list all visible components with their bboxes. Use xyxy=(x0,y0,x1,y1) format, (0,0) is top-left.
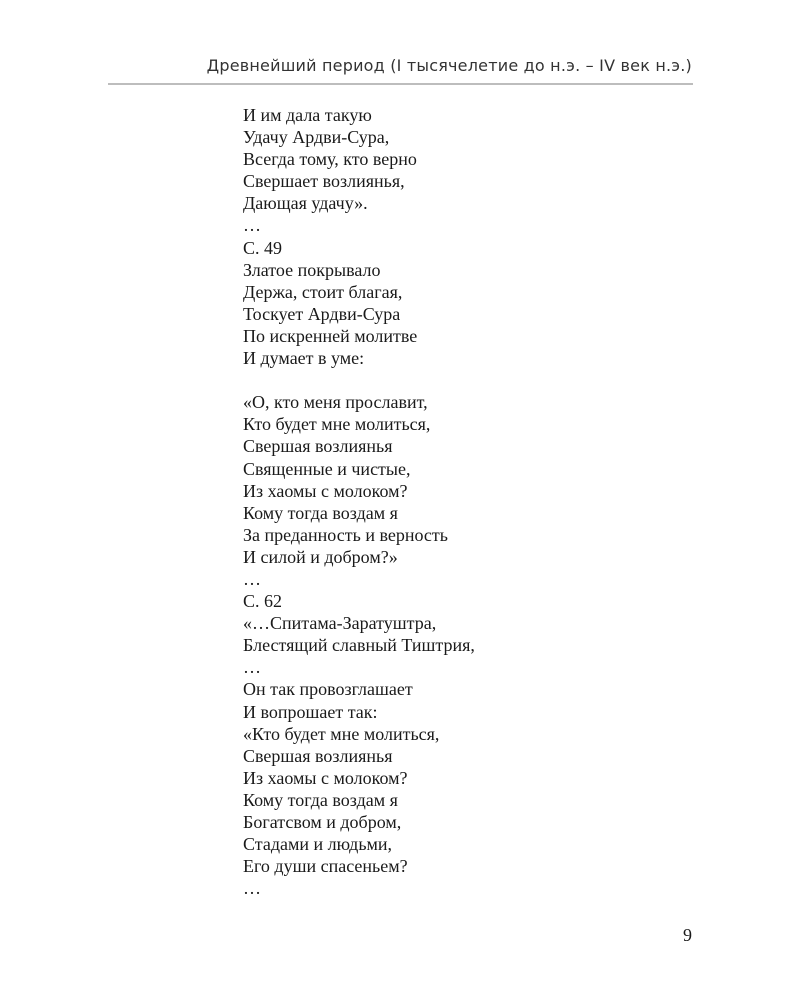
poem-line: И силой и добром?» xyxy=(243,546,398,567)
poem-line: Держа, стоит благая, xyxy=(243,281,403,302)
poem-line: И им дала такую xyxy=(243,105,372,125)
poem-line: Блестящий славный Тиштрия, xyxy=(243,635,475,656)
running-header: Древнейший период (I тысячелетие до н.э. – IV век н.э.) xyxy=(206,56,692,75)
header-divider xyxy=(108,83,693,85)
poem-line: Дающая удачу». xyxy=(243,193,368,214)
poem-text xyxy=(243,104,475,899)
poem-line: Свершая возлиянья xyxy=(243,745,393,766)
poem-line: Богатсвом и добром, xyxy=(243,812,402,832)
poem-line: По искренней молитве xyxy=(243,325,418,346)
poem-line: И вопрошает так: xyxy=(243,701,378,722)
poem-line: С. 49 xyxy=(243,237,283,258)
poem-line: … xyxy=(243,215,261,236)
poem-line: Всегда тому, кто верно xyxy=(243,149,417,170)
poem-line: И думает в уме: xyxy=(243,348,365,369)
poem-line: … xyxy=(243,657,261,678)
poem-line: «О, кто меня прославит, xyxy=(243,392,428,413)
poem-line: Священные и чистые, xyxy=(243,458,411,479)
poem-line: Стадами и людьми, xyxy=(243,834,393,855)
poem-line: Кому тогда воздам я xyxy=(243,502,398,523)
poem-line: Кто будет мне молиться, xyxy=(243,414,431,435)
poem-line: За преданность и верность xyxy=(243,524,448,545)
poem-line: Свершая возлиянья xyxy=(243,436,393,457)
poem-line: «…Спитама-Заратуштра, xyxy=(243,613,437,634)
poem-line: Его души спасеньем? xyxy=(243,856,408,877)
poem-line: Златое покрывало xyxy=(243,259,381,280)
poem-line: С. 62 xyxy=(243,591,283,612)
poem-line: … xyxy=(243,878,261,899)
poem-line: Кому тогда воздам я xyxy=(243,789,398,810)
poem-line: «Кто будет мне молиться, xyxy=(243,723,440,744)
poem-line: Из хаомы с молоком? xyxy=(243,767,408,788)
poem-line: Свершает возлиянья, xyxy=(243,171,405,192)
poem-line: Он так провозглашает xyxy=(243,679,413,700)
poem-line: Из хаомы с молоком? xyxy=(243,480,408,501)
poem-line: Тоскует Ардви-Сура xyxy=(243,303,401,324)
poem-line xyxy=(243,369,475,391)
poem-line: Удачу Ардви-Сура, xyxy=(243,127,390,148)
page-number: 9 xyxy=(683,925,692,945)
poem-line: … xyxy=(243,568,261,589)
